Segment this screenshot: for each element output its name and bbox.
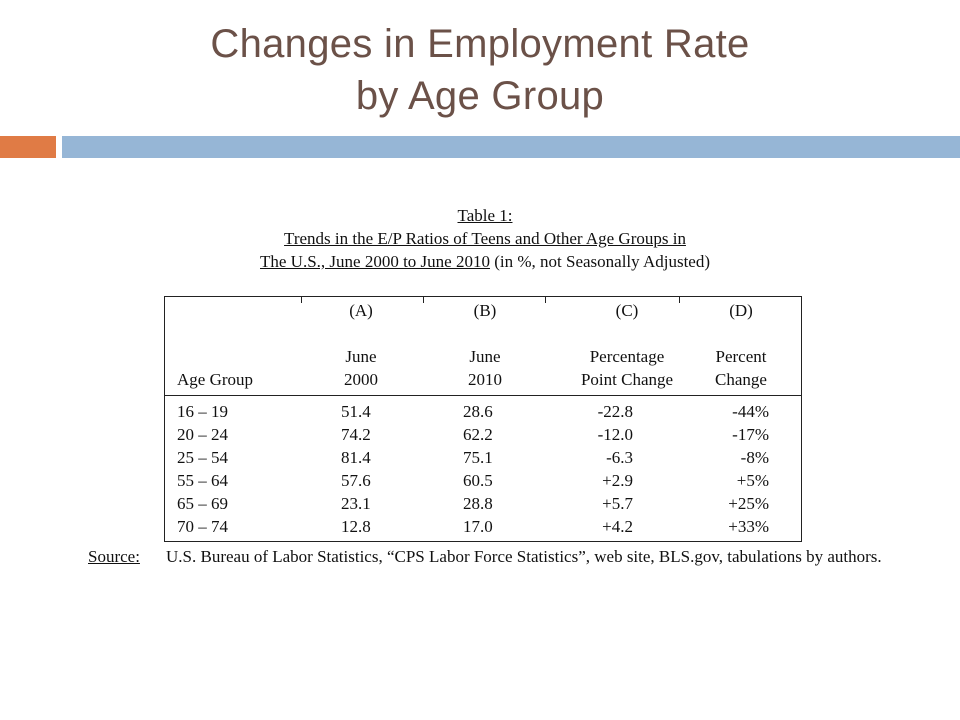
table-caption [160,204,810,273]
col-age-group-label: Age Group [177,370,254,389]
june-2000-cell: 57.6 [341,471,371,490]
age-group-cell: 25 – 54 [177,448,228,467]
table-row [165,425,801,448]
accent-bar-orange [0,136,56,158]
slide-title-line-1: Changes in Employment Rate [210,22,750,66]
table-row [165,494,801,517]
col-d-label-1: Percent [715,347,767,366]
point-change-cell: +4.2 [602,517,633,536]
header-rule [165,395,801,396]
source-text: U.S. Bureau of Labor Statistics, “CPS Labor Force Statistics”, web site, BLS.gov, tabulations by authors. [166,547,882,566]
table-row [165,517,801,540]
percent-change-cell: +33% [728,517,769,536]
col-b-letter: (B) [473,301,497,320]
point-change-cell: -12.0 [597,425,633,444]
point-change-cell: -6.3 [606,448,633,467]
table-row [165,471,801,494]
point-change-cell: +2.9 [602,471,633,490]
table-caption-subtitle-rest: (in %, not Seasonally Adjusted) [489,252,710,271]
percent-change-cell: -8% [740,448,769,467]
col-d-letter: (D) [729,301,753,320]
col-c-letter: (C) [615,301,639,320]
june-2010-cell: 62.2 [463,425,493,444]
age-group-cell: 65 – 69 [177,494,228,513]
col-c-label-1: Percentage [589,347,665,366]
june-2010-cell: 28.8 [463,494,493,513]
age-group-cell: 70 – 74 [177,517,228,536]
table-row [165,402,801,425]
june-2000-cell: 12.8 [341,517,371,536]
june-2000-cell: 74.2 [341,425,371,444]
percent-change-cell: -17% [732,425,769,444]
slide-title-line-2: by Age Group [355,74,605,118]
point-change-cell: -22.8 [597,402,633,421]
percent-change-cell: +25% [728,494,769,513]
slide-title [0,18,960,122]
col-d-label-2: Change [715,370,767,389]
june-2010-cell: 17.0 [463,517,493,536]
age-group-cell: 16 – 19 [177,402,228,421]
accent-bar-blue [62,136,960,158]
table-caption-title: Trends in the E/P Ratios of Teens and Other Age Groups in [284,229,686,248]
age-group-cell: 55 – 64 [177,471,228,490]
age-group-cell: 20 – 24 [177,425,228,444]
col-b-label-2: 2010 [468,370,502,389]
col-c-label-2: Point Change [580,370,674,389]
june-2000-cell: 81.4 [341,448,371,467]
percent-change-cell: +5% [736,471,769,490]
table-caption-subtitle [160,250,810,273]
june-2010-cell: 28.6 [463,402,493,421]
col-a-label-2: 2000 [344,370,378,389]
table-caption-number: Table 1: [457,206,513,225]
percent-change-cell: -44% [732,402,769,421]
col-b-label-1: June [469,347,501,366]
june-2010-cell: 75.1 [463,448,493,467]
june-2000-cell: 23.1 [341,494,371,513]
june-2010-cell: 60.5 [463,471,493,490]
table-row [165,448,801,471]
col-a-letter: (A) [349,301,373,320]
data-table [164,296,802,542]
col-a-label-1: June [345,347,377,366]
table-caption-subtitle-underlined: The U.S., June 2000 to June 2010 [260,252,490,271]
source-label: Source: [88,547,140,566]
june-2000-cell: 51.4 [341,402,371,421]
point-change-cell: +5.7 [602,494,633,513]
